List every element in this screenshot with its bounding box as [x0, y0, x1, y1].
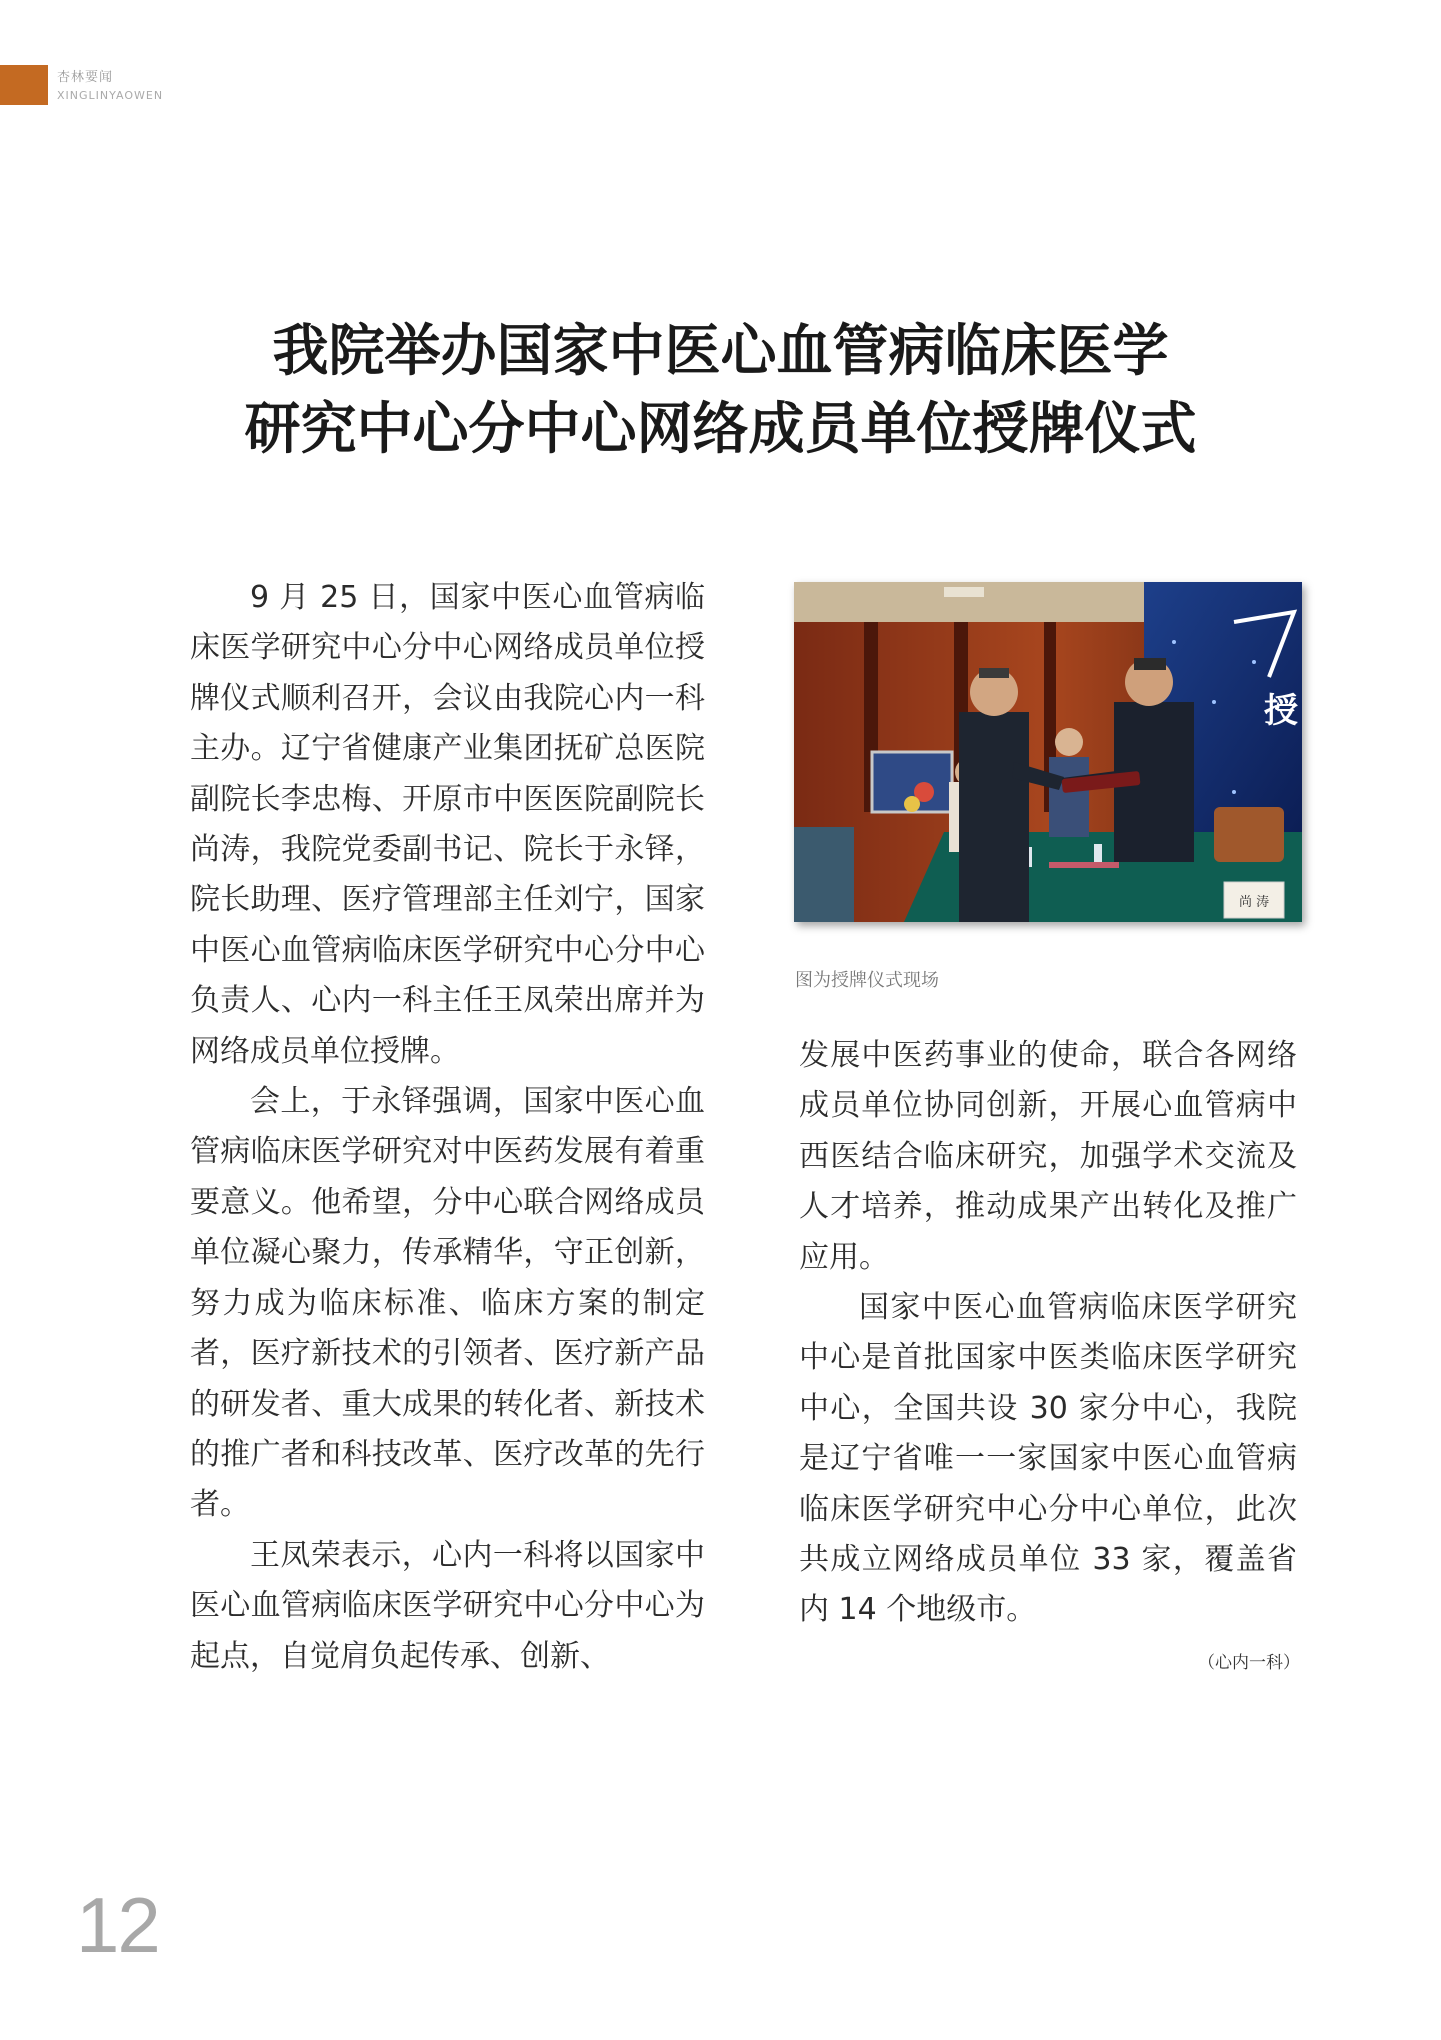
article-source: （心内一科） — [1198, 1653, 1300, 1673]
section-name-pinyin: XINGLINYAOWEN — [57, 89, 164, 102]
paragraph-3-continued: 发展中医药事业的使命，联合各网络成员单位协同创新，开展心血管病中西医结合临床研究，加强学术交流及人才培养，推动成果产出转化及推广应用。 — [799, 1038, 1297, 1275]
page-number: 12 — [76, 1881, 159, 1969]
article-title-line-2: 研究中心分中心网络成员单位授牌仪式 — [244, 396, 1197, 462]
section-color-bar — [0, 65, 48, 105]
article-body-right — [799, 1031, 1297, 1636]
article-title — [0, 312, 1441, 468]
paragraph-3-start: 王凤荣表示，心内一科将以国家中医心血管病临床医学研究中心分中心为起点，自觉肩负起传承、创新、 — [190, 1537, 705, 1674]
section-name: 杏林要闻 — [57, 70, 114, 85]
photo-caption: 图为授牌仪式现场 — [795, 970, 939, 991]
paragraph-1: 9 月 25 日，国家中医心血管病临床医学研究中心分中心网络成员单位授牌仪式顺利召开，会议由我院心内一科主办。辽宁省健康产业集团抚矿总医院副院长李忠梅、开原市中医医院副院长尚涛，我院党委副书记、院长于永铎，院长助理、医疗管理部主任刘宁，国家中医心血管病临床医学研究中心分中心负责人、心内一科主任王凤荣出席并为网络成员单位授牌。 — [190, 580, 705, 1069]
article-title-line-1: 我院举办国家中医心血管病临床医学 — [272, 318, 1169, 384]
article-body-left — [190, 573, 705, 1682]
ceremony-photo — [794, 582, 1302, 922]
paragraph-4: 国家中医心血管病临床医学研究中心是首批国家中医类临床医学研究中心，全国共设 30 家分中心，我院是辽宁省唯一一家国家中医心血管病临床医学研究中心分中心单位，此次共成立网络成员单位 33 家，覆盖省内 14 个地级市。 — [799, 1290, 1297, 1628]
screen-text: 授 — [1264, 691, 1298, 731]
nameplate-text: 尚 涛 — [1239, 895, 1270, 910]
paragraph-2: 会上，于永铎强调，国家中医心血管病临床医学研究对中医药发展有着重要意义。他希望，分中心联合网络成员单位凝心聚力，传承精华，守正创新，努力成为临床标准、临床方案的制定者，医疗新技术的引领者、医疗新产品的研发者、重大成果的转化者、新技术的推广者和科技改革、医疗改革的先行者。 — [190, 1084, 705, 1523]
